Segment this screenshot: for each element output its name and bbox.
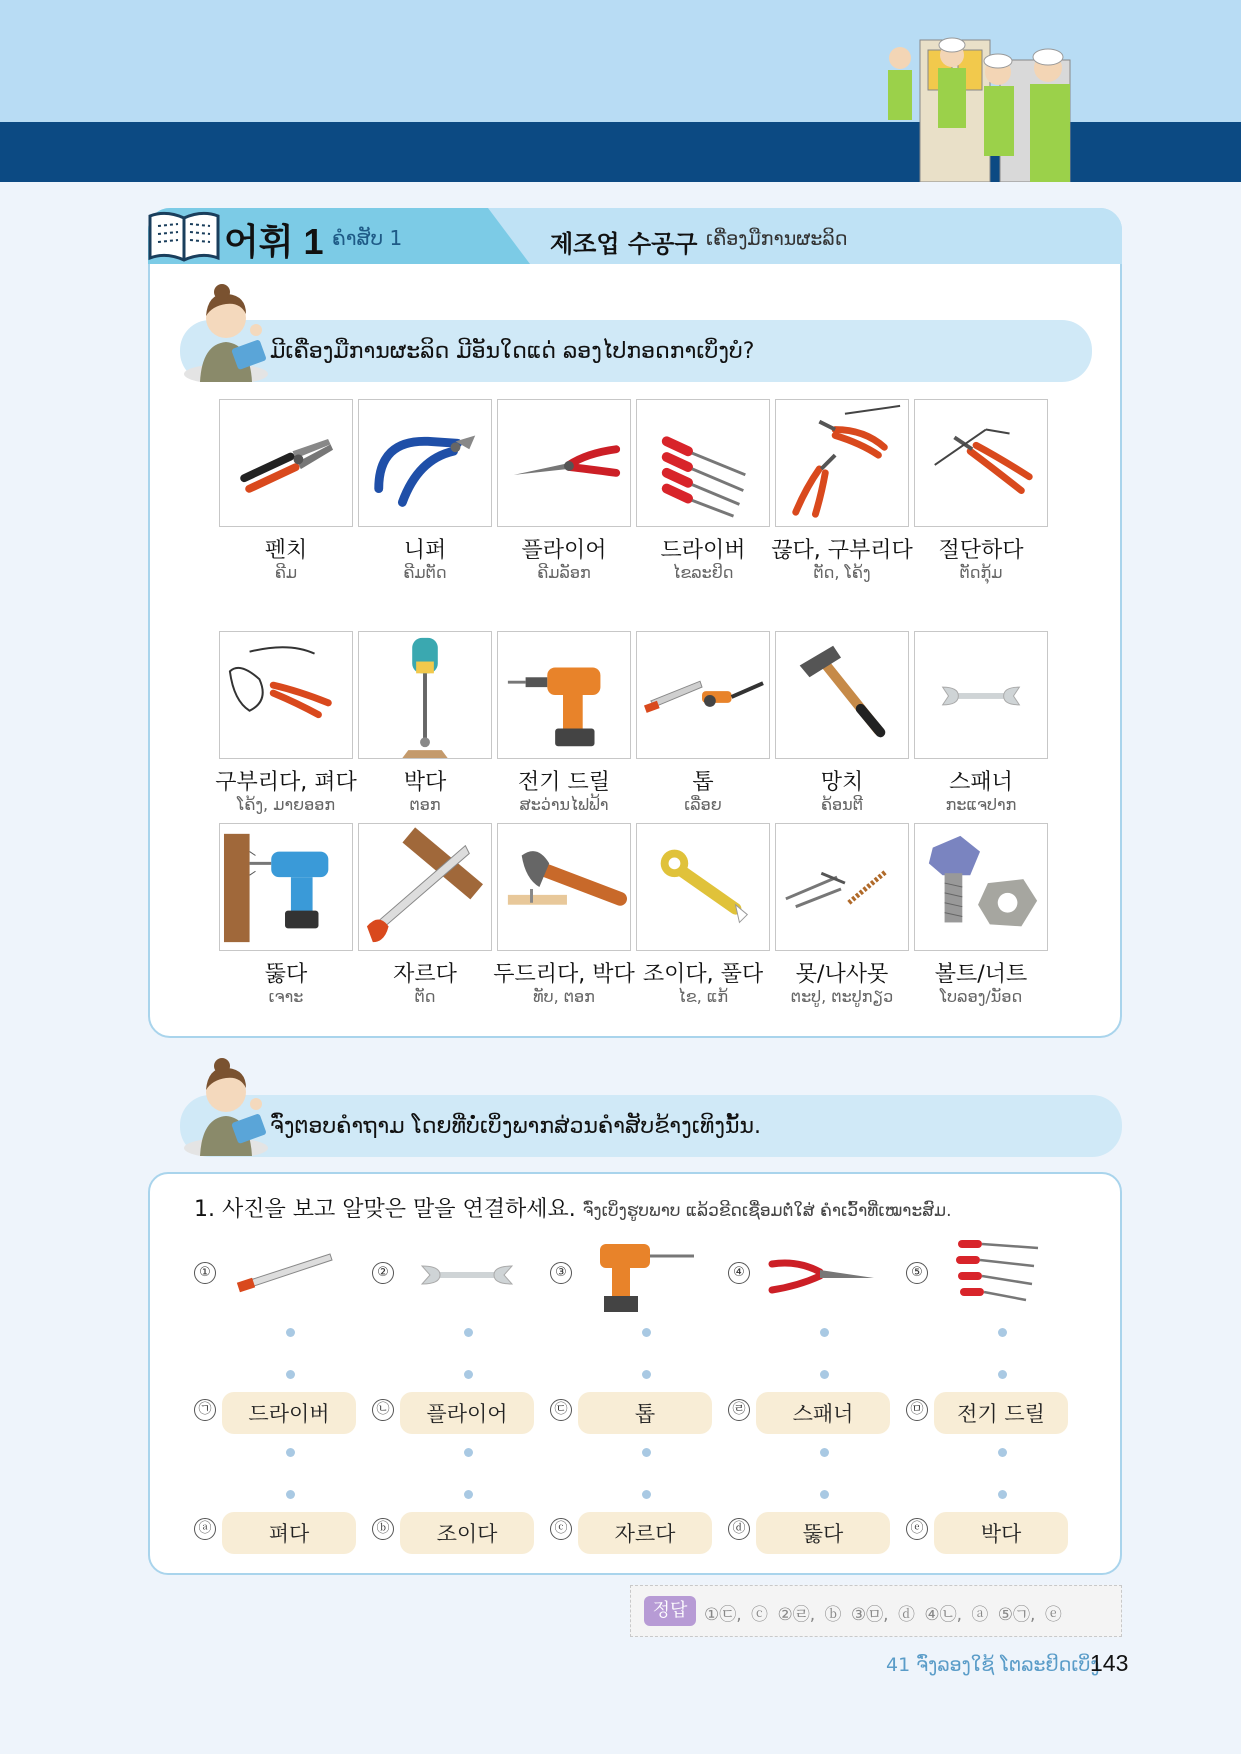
action-word-pill[interactable]: 박다 bbox=[934, 1512, 1068, 1554]
saw-icon bbox=[234, 1234, 344, 1314]
connection-dot[interactable] bbox=[998, 1448, 1007, 1457]
topic-title-lao: ເຄື່ອງມືການຜະລິດ bbox=[706, 228, 848, 250]
teacher-avatar bbox=[178, 1052, 274, 1156]
vocab-label-ko: 톱 bbox=[692, 770, 714, 795]
vocab-label-lao: ໄຂລະຢິດ bbox=[672, 563, 734, 582]
picture-number: ② bbox=[372, 1262, 394, 1284]
screwdrivers-icon bbox=[636, 399, 770, 527]
hammer-icon bbox=[775, 631, 909, 759]
vocab-label-ko: 플라이어 bbox=[521, 538, 607, 563]
vocab-label-lao: ຕອກ bbox=[409, 795, 441, 814]
nails-icon bbox=[775, 823, 909, 951]
choice-mark: ⓔ bbox=[906, 1518, 928, 1540]
vocab-label-lao: ຕັດ, ໂຄ້ງ bbox=[813, 563, 871, 582]
vocab-label-ko: 끊다, 구부리다 bbox=[771, 538, 913, 563]
vocabulary-title: 어휘 1 bbox=[224, 221, 324, 262]
connection-dot[interactable] bbox=[464, 1328, 473, 1337]
instruction-bubble bbox=[180, 1095, 1122, 1157]
pliers-icon bbox=[219, 399, 353, 527]
page-number: 143 bbox=[1090, 1650, 1129, 1676]
choice-mark: ㉡ bbox=[372, 1399, 394, 1421]
connection-dot[interactable] bbox=[642, 1370, 651, 1379]
vocab-label-lao: ເຈາະ bbox=[268, 987, 304, 1006]
screwdrivers-icon bbox=[946, 1234, 1056, 1314]
action-word-pill[interactable]: 뚫다 bbox=[756, 1512, 890, 1554]
vocab-label-ko: 볼트/너트 bbox=[934, 962, 1028, 987]
vocab-label-lao: ທັບ, ຕອກ bbox=[533, 987, 595, 1006]
action-word-pill[interactable]: 조이다 bbox=[400, 1512, 534, 1554]
teacher-avatar bbox=[178, 278, 274, 382]
connection-dot[interactable] bbox=[464, 1370, 473, 1379]
vocab-label-ko: 스패너 bbox=[949, 770, 1013, 795]
connection-dot[interactable] bbox=[286, 1490, 295, 1499]
screwing-icon bbox=[358, 631, 492, 759]
connection-dot[interactable] bbox=[998, 1370, 1007, 1379]
nipper-icon bbox=[358, 399, 492, 527]
connection-dot[interactable] bbox=[820, 1370, 829, 1379]
lesson-footer: 41 ຈົ່ງລອງໃຊ້ ໂຕລະຢິດເບິ່ງ bbox=[886, 1654, 1100, 1676]
answer-text: ①㉢, ⓒ ②㉣, ⓑ ③㉤, ⓓ ④㉡, ⓐ ⑤㉠, ⓔ bbox=[704, 1605, 1062, 1625]
connection-dot[interactable] bbox=[998, 1490, 1007, 1499]
choice-mark: ㉣ bbox=[728, 1399, 750, 1421]
connection-dot[interactable] bbox=[820, 1490, 829, 1499]
question-bubble bbox=[180, 320, 1092, 382]
vocab-label-lao: ຄີມຕັດ bbox=[403, 563, 447, 582]
vocab-label-ko: 전기 드릴 bbox=[517, 770, 610, 795]
vocab-label-ko: 조이다, 풀다 bbox=[642, 962, 764, 987]
vocab-label-lao: ໂຄ້ງ, ມາຍອອກ bbox=[236, 795, 336, 814]
vocab-label-lao: ກະແຈປາກ bbox=[945, 795, 1017, 814]
vocab-label-lao: ຄີມ bbox=[274, 563, 298, 582]
question-text: ມີເຄື່ອງມືການຜະລິດ ມີອັນໃດແດ່ ລອງໄປກອດກາເບິ່ງບໍ? bbox=[270, 338, 755, 364]
vocab-label-lao: ຕະປູ, ຕະປູກຽວ bbox=[790, 987, 894, 1006]
vocab-label-lao: ຕັດ bbox=[414, 987, 436, 1006]
vocab-label-ko: 두드리다, 박다 bbox=[493, 962, 635, 987]
connection-dot[interactable] bbox=[642, 1328, 651, 1337]
vocab-label-lao: ຄ້ອນຕີ bbox=[821, 795, 863, 814]
choice-mark: ⓑ bbox=[372, 1518, 394, 1540]
vocab-label-ko: 못/나사못 bbox=[795, 962, 889, 987]
tool-word-pill[interactable]: 플라이어 bbox=[400, 1392, 534, 1434]
spanner-icon bbox=[412, 1234, 522, 1314]
vocabulary-title-lao: ຄຳສັບ 1 bbox=[332, 226, 403, 250]
connection-dot[interactable] bbox=[642, 1490, 651, 1499]
choice-mark: ㉠ bbox=[194, 1399, 216, 1421]
connection-dot[interactable] bbox=[286, 1328, 295, 1337]
exercise-title-lao: ຈົ່ງເບິ່ງຮູບພາບ ແລ້ວຂີດເຊື່ອມຕໍ່ໃສ່ ຄຳເວົ້າທີ່ເໝາະສົມ. bbox=[582, 1201, 952, 1221]
vocab-label-ko: 구부리다, 펴다 bbox=[215, 770, 357, 795]
vocab-label-lao: ໄຂ, ແກ້ bbox=[677, 987, 729, 1006]
answer-badge: 정답 bbox=[644, 1596, 696, 1626]
drilling-icon bbox=[219, 823, 353, 951]
vocab-label-ko: 자르다 bbox=[393, 962, 457, 987]
cutting-icon bbox=[914, 399, 1048, 527]
connection-dot[interactable] bbox=[464, 1448, 473, 1457]
connection-dot[interactable] bbox=[998, 1328, 1007, 1337]
vocab-label-ko: 망치 bbox=[820, 770, 864, 795]
tool-word-pill[interactable]: 드라이버 bbox=[222, 1392, 356, 1434]
vocab-label-ko: 니퍼 bbox=[403, 538, 447, 563]
picture-number: ① bbox=[194, 1262, 216, 1284]
saw-icon bbox=[636, 631, 770, 759]
vocab-label-lao: ຄີມລັອກ bbox=[537, 563, 591, 582]
topic-title: 제조업 수공구 bbox=[550, 230, 698, 258]
vocab-label-lao: ສະວ່ານໄຟຟ້າ bbox=[519, 795, 609, 814]
long-nose-pliers-icon bbox=[497, 399, 631, 527]
tool-word-pill[interactable]: 톱 bbox=[578, 1392, 712, 1434]
picture-number: ③ bbox=[550, 1262, 572, 1284]
vocab-label-lao: ເລື່ອຍ bbox=[684, 795, 722, 814]
connection-dot[interactable] bbox=[820, 1328, 829, 1337]
long-nose-pliers-icon bbox=[768, 1234, 878, 1314]
vocab-label-lao: ຕັດກຸ້ມ bbox=[959, 563, 1003, 582]
connection-dot[interactable] bbox=[286, 1448, 295, 1457]
choice-mark: ⓐ bbox=[194, 1518, 216, 1540]
connection-dot[interactable] bbox=[464, 1490, 473, 1499]
wrench-turn-icon bbox=[636, 823, 770, 951]
choice-mark: ㉤ bbox=[906, 1399, 928, 1421]
hammering-icon bbox=[497, 823, 631, 951]
electric-drill-icon bbox=[497, 631, 631, 759]
vocab-label-ko: 펜치 bbox=[264, 538, 308, 563]
picture-number: ⑤ bbox=[906, 1262, 928, 1284]
connection-dot[interactable] bbox=[286, 1370, 295, 1379]
choice-mark: ⓒ bbox=[550, 1518, 572, 1540]
action-word-pill[interactable]: 펴다 bbox=[222, 1512, 356, 1554]
choice-mark: ⓓ bbox=[728, 1518, 750, 1540]
bend-straighten-icon bbox=[219, 631, 353, 759]
tool-word-pill[interactable]: 전기 드릴 bbox=[934, 1392, 1068, 1434]
vocab-label-lao: ໂບລອງ/ນັອດ bbox=[939, 987, 1023, 1006]
cut-bend-icon bbox=[775, 399, 909, 527]
vocab-label-ko: 박다 bbox=[403, 770, 447, 795]
exercise-title: 1. 사진을 보고 알맞은 말을 연결하세요. ຈົ່ງເບິ່ງຮູບພາບ ແລ້ວຂີດເຊື່ອມຕໍ່ໃສ່ ຄຳເວົ້າທີ່ເໝາະສົມ. bbox=[194, 1197, 952, 1222]
vocab-label-ko: 드라이버 bbox=[660, 538, 746, 563]
spanner-icon bbox=[914, 631, 1048, 759]
sawing-wood-icon bbox=[358, 823, 492, 951]
vocab-label-ko: 절단하다 bbox=[938, 538, 1024, 563]
instruction-text: ຈົ່ງຕອບຄຳຖາມ ໂດຍທີ່ບໍ່ເບິ່ງພາກສ່ວນຄຳສັບຂ້າງເທິງນັ້ນ. bbox=[270, 1113, 762, 1139]
connection-dot[interactable] bbox=[820, 1448, 829, 1457]
picture-number: ④ bbox=[728, 1262, 750, 1284]
tool-word-pill[interactable]: 스패너 bbox=[756, 1392, 890, 1434]
factory-workers-illustration bbox=[880, 20, 1100, 182]
vocab-label-ko: 뚫다 bbox=[264, 962, 308, 987]
connection-dot[interactable] bbox=[642, 1448, 651, 1457]
bolt-nut-icon bbox=[914, 823, 1048, 951]
choice-mark: ㉢ bbox=[550, 1399, 572, 1421]
action-word-pill[interactable]: 자르다 bbox=[578, 1512, 712, 1554]
book-icon bbox=[146, 208, 222, 264]
electric-drill-icon bbox=[590, 1234, 700, 1314]
